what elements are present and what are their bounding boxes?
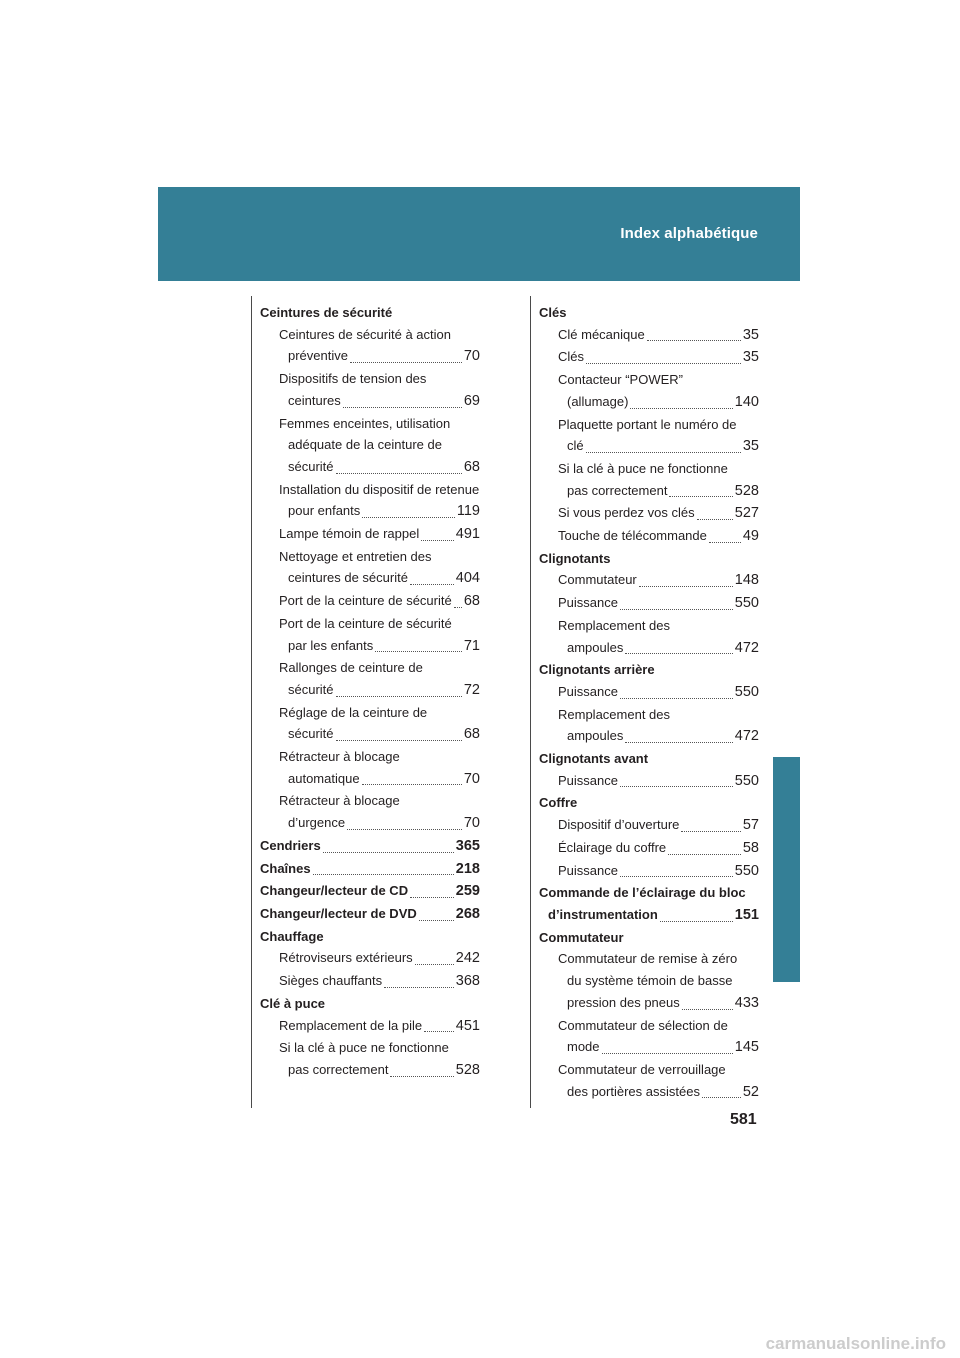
index-line	[279, 567, 480, 590]
page-reference: 148	[734, 572, 759, 589]
index-term: Chaînes	[260, 860, 311, 876]
index-line	[558, 592, 759, 615]
page-reference: 472	[734, 639, 759, 656]
page-reference: 52	[742, 1083, 759, 1100]
index-line	[558, 704, 759, 726]
index-line	[558, 860, 759, 883]
dot-leader	[682, 1008, 733, 1010]
index-term: Nettoyage et entretien des	[279, 548, 432, 564]
dot-leader	[336, 695, 462, 697]
index-line	[279, 746, 480, 768]
dot-leader	[410, 583, 454, 585]
page-reference: 70	[463, 348, 480, 365]
index-line	[260, 926, 480, 948]
page-reference: 49	[742, 528, 759, 545]
index-term: sécurité	[288, 726, 334, 742]
index-line	[279, 790, 480, 812]
page-reference: 151	[734, 906, 759, 923]
page-reference: 550	[734, 862, 759, 879]
dot-leader	[410, 896, 454, 898]
page-reference: 140	[734, 393, 759, 410]
page-reference: 242	[455, 950, 480, 967]
index-subentry	[279, 947, 480, 970]
index-subentry	[558, 1015, 759, 1059]
index-line	[279, 635, 480, 658]
index-line	[558, 414, 759, 436]
index-term: Commutateur de verrouillage	[558, 1061, 726, 1077]
index-subentry	[558, 837, 759, 860]
dot-leader	[384, 986, 454, 988]
index-term: Port de la ceinture de sécurité	[279, 615, 452, 631]
index-subentry	[279, 413, 480, 479]
index-term: Puissance	[558, 683, 618, 699]
index-subentry	[558, 569, 759, 592]
index-subentry	[558, 502, 759, 525]
index-term: Clés	[539, 305, 567, 320]
index-term: pression des pneus	[567, 994, 680, 1010]
index-line	[558, 814, 759, 837]
page-reference: 451	[455, 1017, 480, 1034]
index-term: sécurité	[288, 681, 334, 697]
index-heading	[539, 792, 759, 814]
index-line	[539, 548, 759, 570]
dot-leader	[586, 451, 741, 453]
index-subentry	[558, 458, 759, 502]
index-line	[558, 324, 759, 347]
index-line	[279, 368, 480, 390]
page-reference: 70	[463, 770, 480, 787]
index-line	[558, 637, 759, 660]
page-reference: 550	[734, 683, 759, 700]
index-subentry	[279, 702, 480, 746]
index-term: Port de la ceinture de sécurité	[279, 593, 452, 609]
index-line	[558, 725, 759, 748]
dot-leader	[347, 828, 462, 830]
dot-leader	[620, 875, 733, 877]
index-subentry	[279, 523, 480, 546]
dot-leader	[630, 407, 732, 409]
dot-leader	[620, 608, 733, 610]
index-line	[539, 927, 759, 949]
page-reference: 145	[734, 1039, 759, 1056]
index-line	[558, 458, 759, 480]
dot-leader	[362, 783, 462, 785]
index-term: Remplacement des	[558, 706, 670, 722]
index-subentry	[558, 414, 759, 458]
index-term: Dispositifs de tension des	[279, 371, 427, 387]
index-column-left	[260, 302, 480, 1082]
index-term: d’urgence	[288, 815, 346, 831]
page-reference: 58	[742, 839, 759, 856]
index-heading	[539, 748, 759, 770]
index-term: Puissance	[558, 772, 618, 788]
index-term: Lampe témoin de rappel	[279, 526, 420, 542]
index-term: Cendriers	[260, 837, 321, 853]
index-term: sécurité	[288, 458, 334, 474]
index-term: des portières assistées	[567, 1083, 700, 1099]
index-line	[279, 1037, 480, 1059]
index-line	[558, 615, 759, 637]
index-term: pas correctement	[288, 1061, 389, 1077]
index-term: Contacteur “POWER”	[558, 372, 683, 388]
index-heading	[260, 926, 480, 948]
page-reference: 71	[463, 637, 480, 654]
page-reference: 35	[742, 349, 759, 366]
index-term: Femmes enceintes, utilisation	[279, 415, 451, 431]
index-subentry	[279, 368, 480, 412]
index-subentry	[558, 814, 759, 837]
page-reference: 35	[742, 326, 759, 343]
index-subentry	[279, 1015, 480, 1038]
dot-leader	[625, 652, 732, 654]
index-term: Touche de télécommande	[558, 528, 707, 544]
index-line	[539, 792, 759, 814]
index-subentry	[558, 324, 759, 347]
index-term: Si vous perdez vos clés	[558, 505, 695, 521]
page-reference: 550	[734, 595, 759, 612]
index-heading	[539, 548, 759, 570]
index-line	[279, 702, 480, 724]
index-line	[539, 882, 759, 904]
index-term: pas correctement	[567, 482, 668, 498]
index-subentry	[279, 613, 480, 657]
page-reference: 472	[734, 728, 759, 745]
index-line	[558, 770, 759, 793]
index-term: Si la clé à puce ne fonctionne	[558, 460, 728, 476]
index-line	[279, 613, 480, 635]
index-line	[260, 880, 480, 903]
dot-leader	[639, 585, 733, 587]
index-term: Chauffage	[260, 928, 324, 944]
index-line	[558, 970, 759, 992]
section-title: Index alphabétique	[620, 225, 758, 242]
page-reference: 433	[734, 994, 759, 1011]
index-line	[279, 590, 480, 613]
index-term: Rallonges de ceinture de	[279, 660, 423, 676]
dot-leader	[647, 339, 741, 341]
index-subentry	[279, 746, 480, 790]
index-subentry	[279, 970, 480, 993]
dot-leader	[419, 919, 454, 921]
index-subentry	[558, 704, 759, 748]
index-term: Si la clé à puce ne fonctionne	[279, 1040, 449, 1056]
page-reference: 527	[734, 505, 759, 522]
index-line	[279, 500, 480, 523]
index-term: Commande de l’éclairage du bloc	[539, 885, 746, 901]
index-line	[558, 992, 759, 1015]
index-line	[539, 659, 759, 681]
index-term: ceintures	[288, 392, 341, 408]
index-line	[558, 1081, 759, 1104]
index-line	[279, 390, 480, 413]
index-term: Ceintures de sécurité à action	[279, 326, 451, 342]
index-term: Changeur/lecteur de DVD	[260, 905, 417, 921]
dot-leader	[620, 697, 733, 699]
index-term: Puissance	[558, 862, 618, 878]
index-line	[558, 480, 759, 503]
index-subentry	[279, 590, 480, 613]
index-subentry	[558, 1059, 759, 1103]
page-reference: 365	[455, 837, 480, 854]
index-line	[260, 835, 480, 858]
dot-leader	[697, 518, 733, 520]
index-heading	[539, 659, 759, 681]
index-line	[279, 657, 480, 679]
page-reference: 35	[742, 438, 759, 455]
index-line	[279, 546, 480, 568]
index-line	[558, 369, 759, 391]
dot-leader	[620, 785, 733, 787]
index-subentry	[279, 790, 480, 834]
index-line	[279, 434, 480, 456]
dot-leader	[424, 1030, 454, 1032]
dot-leader	[660, 920, 733, 922]
page-reference: 68	[463, 458, 480, 475]
page-reference: 491	[455, 526, 480, 543]
index-line	[558, 1015, 759, 1037]
page-reference: 69	[463, 392, 480, 409]
page-reference: 68	[463, 726, 480, 743]
dot-leader	[362, 516, 455, 518]
page-reference: 68	[463, 593, 480, 610]
dot-leader	[421, 539, 454, 541]
page-reference: 268	[455, 905, 480, 922]
page-reference: 528	[734, 482, 759, 499]
index-subentry	[558, 525, 759, 548]
watermark: carmanualsonline.info	[765, 1334, 946, 1353]
dot-leader	[375, 650, 462, 652]
dot-leader	[702, 1096, 741, 1098]
index-line	[539, 302, 759, 324]
index-subentry	[558, 948, 759, 1014]
index-term: Sièges chauffants	[279, 973, 383, 989]
index-line	[279, 679, 480, 702]
dot-leader	[313, 873, 454, 875]
index-line	[260, 993, 480, 1015]
index-term: Installation du dispositif de retenue	[279, 481, 480, 497]
index-term: par les enfants	[288, 637, 374, 653]
index-term: ceintures de sécurité	[288, 570, 408, 586]
header-band	[158, 187, 800, 281]
index-subentry	[558, 615, 759, 659]
index-term: Clignotants arrière	[539, 662, 655, 678]
index-term: préventive	[288, 348, 348, 364]
index-term: automatique	[288, 770, 360, 786]
index-term: Éclairage du coffre	[558, 839, 667, 855]
index-term: Commutateur de sélection de	[558, 1017, 728, 1033]
dot-leader	[323, 851, 454, 853]
index-heading	[260, 858, 480, 881]
index-term: Rétroviseurs extérieurs	[279, 950, 413, 966]
index-term: Clé à puce	[260, 995, 326, 1011]
page-reference: 404	[455, 570, 480, 587]
dot-leader	[669, 495, 732, 497]
dot-leader	[415, 963, 454, 965]
page-reference: 70	[463, 815, 480, 832]
index-term: Clignotants	[539, 550, 611, 566]
index-line	[279, 456, 480, 479]
dot-leader	[390, 1075, 453, 1077]
index-term: du système témoin de basse	[567, 973, 733, 989]
left-column-rule	[251, 296, 252, 1108]
index-term: Coffre	[539, 795, 578, 811]
index-heading	[260, 302, 480, 324]
index-heading	[539, 927, 759, 949]
index-term: Commutateur de remise à zéro	[558, 951, 738, 967]
index-term: Clignotants avant	[539, 751, 649, 767]
index-line	[539, 748, 759, 770]
index-column-right	[539, 302, 759, 1103]
index-line	[558, 569, 759, 592]
index-line	[279, 413, 480, 435]
dot-leader	[602, 1052, 733, 1054]
index-heading	[260, 993, 480, 1015]
index-line	[279, 768, 480, 791]
index-term: Changeur/lecteur de CD	[260, 883, 409, 899]
page-reference: 218	[455, 860, 480, 877]
index-term: Remplacement des	[558, 617, 670, 633]
index-line	[558, 948, 759, 970]
index-line	[558, 525, 759, 548]
index-line	[558, 1036, 759, 1059]
index-term: Remplacement de la pile	[279, 1017, 423, 1033]
index-line	[279, 723, 480, 746]
page-reference: 368	[455, 973, 480, 990]
index-heading	[260, 880, 480, 903]
index-term: Puissance	[558, 595, 618, 611]
index-term: clé	[567, 438, 584, 454]
index-subentry	[558, 592, 759, 615]
index-term: Clé mécanique	[558, 326, 645, 342]
index-line	[279, 812, 480, 835]
page-reference: 528	[455, 1061, 480, 1078]
index-line	[279, 479, 480, 501]
index-line	[279, 1015, 480, 1038]
section-thumb-tab	[773, 757, 800, 982]
index-line	[558, 435, 759, 458]
dot-leader	[625, 741, 732, 743]
page-number: 581	[730, 1111, 757, 1128]
dot-leader	[586, 362, 741, 364]
dot-leader	[454, 606, 462, 608]
page-reference: 550	[734, 772, 759, 789]
index-term: Clés	[558, 349, 585, 365]
index-subentry	[279, 657, 480, 701]
index-subentry	[279, 479, 480, 523]
page-reference: 259	[455, 883, 480, 900]
page-reference: 72	[463, 681, 480, 698]
index-line	[279, 324, 480, 346]
index-line	[558, 502, 759, 525]
index-heading	[260, 835, 480, 858]
index-term: Dispositif d’ouverture	[558, 817, 680, 833]
right-column-rule	[530, 296, 531, 1108]
index-line	[260, 302, 480, 324]
index-term: Rétracteur à blocage	[279, 749, 400, 765]
index-subentry	[558, 860, 759, 883]
index-line	[260, 903, 480, 926]
index-term: mode	[567, 1039, 600, 1055]
index-term: Plaquette portant le numéro de	[558, 416, 737, 432]
index-subentry	[558, 770, 759, 793]
index-term: pour enfants	[288, 503, 361, 519]
page-reference: 119	[456, 503, 480, 520]
dot-leader	[336, 739, 462, 741]
index-line	[279, 947, 480, 970]
index-subentry	[279, 546, 480, 590]
index-line	[279, 970, 480, 993]
index-line	[279, 1059, 480, 1082]
index-term: Ceintures de sécurité	[260, 305, 393, 320]
dot-leader	[336, 472, 462, 474]
index-line	[558, 346, 759, 369]
index-heading	[539, 302, 759, 324]
index-line	[558, 1059, 759, 1081]
dot-leader	[709, 541, 741, 543]
index-heading	[260, 903, 480, 926]
index-term: adéquate de la ceinture de	[288, 437, 442, 453]
dot-leader	[668, 853, 741, 855]
index-line	[260, 858, 480, 881]
index-term: Commutateur	[558, 572, 637, 588]
index-term: Réglage de la ceinture de	[279, 704, 428, 720]
index-term: (allumage)	[567, 393, 629, 409]
index-heading	[539, 882, 759, 926]
index-subentry	[279, 324, 480, 368]
index-line	[558, 681, 759, 704]
index-subentry	[279, 1037, 480, 1081]
index-line	[539, 904, 759, 927]
index-term: ampoules	[567, 639, 624, 655]
dot-leader	[681, 830, 740, 832]
dot-leader	[343, 406, 462, 408]
dot-leader	[350, 361, 462, 363]
index-term: Commutateur	[539, 929, 624, 945]
index-line	[558, 837, 759, 860]
index-subentry	[558, 346, 759, 369]
index-line	[279, 345, 480, 368]
page-reference: 57	[742, 817, 759, 834]
index-term: Rétracteur à blocage	[279, 793, 400, 809]
index-subentry	[558, 369, 759, 413]
index-term: ampoules	[567, 728, 624, 744]
index-subentry	[558, 681, 759, 704]
index-line	[558, 391, 759, 414]
index-line	[279, 523, 480, 546]
index-term: d’instrumentation	[548, 906, 658, 922]
